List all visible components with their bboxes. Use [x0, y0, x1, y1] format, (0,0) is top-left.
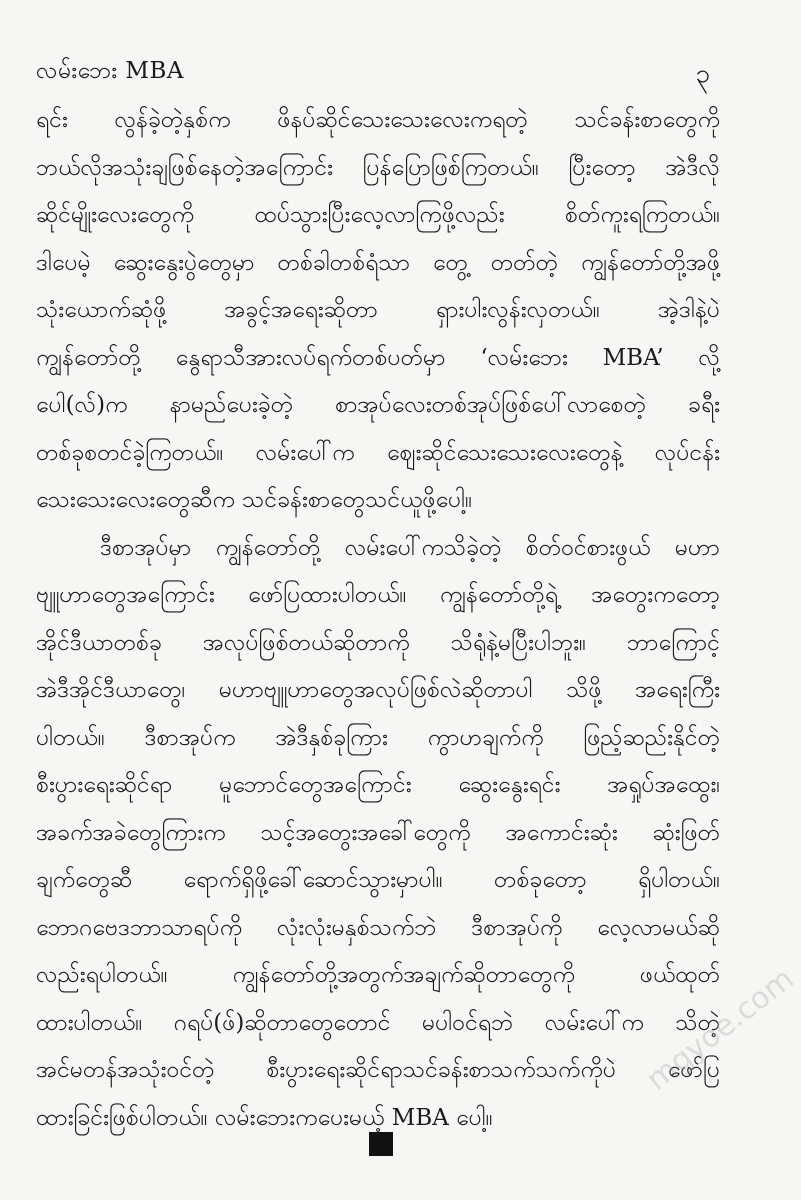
text-line: ဘယ်လိုအသုံးချဖြစ်နေတဲ့အကြောင်း ပြန်ပြောဖြစ်ကြတယ်။ ပြီးတော့ အဲဒီလို: [36, 154, 720, 181]
text-line: ထားပါတယ်။ ဂရပ်(ဖ်)ဆိုတာတွေတောင် မပါဝင်ရဘဲ လမ်းပေါ်က သိတဲ့: [36, 1009, 720, 1036]
text-line: တစ်ခုစတင်ခဲ့ကြတယ်။ လမ်းပေါ်က ဈေးဆိုင်သေးသေးလေးတွေနဲ့ လုပ်ငန်း: [36, 439, 720, 466]
end-of-chapter-square-icon: [369, 1132, 393, 1156]
text-line: သေးသေးလေးတွေဆီက သင်ခန်းစာတွေသင်ယူဖို့ပေါ့။: [36, 487, 473, 513]
paragraph-2: [36, 528, 720, 1146]
text-line: အဲဒီအိုင်ဒီယာတွေ၊ မဟာဗျူဟာတွေအလုပ်ဖြစ်လဲဆိုတာပါ သိဖို့ အရေးကြီး: [36, 677, 720, 703]
text-line: သုံးယောက်ဆုံဖို့ အခွင့်အရေးဆိုတာ ရှားပါးလွန်းလှတယ်။ အဲ့ဒါနဲ့ပဲ: [36, 297, 720, 323]
body-text: [36, 100, 720, 1145]
text-line: ကျွန်တော်တို့ နွေရာသီအားလပ်ရက်တစ်ပတ်မှာ ‘လမ်းဘေး MBA’ လို့: [36, 344, 720, 371]
text-line: ပါတယ်။ ဒီစာအုပ်က အဲဒီနှစ်ခုကြား ကွာဟချက်ကို ဖြည့်ဆည်းနိုင်တဲ့: [36, 724, 720, 751]
text-line: ချက်တွေဆီ ရောက်ရှိဖို့ခေါ်ဆောင်သွားမှာပါ။ တစ်ခုတော့ ရှိပါတယ်။: [36, 867, 720, 893]
watermark: mgyoe.com: [640, 961, 801, 1098]
text-line: အင်မတန်အသုံးဝင်တဲ့ စီးပွားရေးဆိုင်ရာသင်ခန်းစာသက်သက်ကိုပဲ ဖော်ပြ: [36, 1057, 720, 1083]
running-head: [36, 56, 714, 96]
text-line: ဒီစာအုပ်မှာ ကျွန်တော်တို့ လမ်းပေါ်ကသိခဲ့တဲ့ စိတ်ဝင်စားဖွယ် မဟာ: [100, 534, 720, 561]
text-line: လည်းရပါတယ်။ ကျွန်တော်တို့အတွက်အချက်ဆိုတာတွေကို ဖယ်ထုတ်: [36, 962, 720, 988]
text-line: ပေါ(လ်)က နာမည်ပေးခဲ့တဲ့ စာအုပ်လေးတစ်အုပ်ဖြစ်ပေါ်လာစေတဲ့ ခရီး: [36, 392, 720, 418]
text-line: စီးပွားရေးဆိုင်ရာ မူဘောင်တွေအကြောင်း ဆွေးနွေးရင်း အရှုပ်အထွေး၊: [36, 772, 720, 798]
paragraph-1: [36, 100, 720, 528]
text-line: ထားခြင်းဖြစ်ပါတယ်။ လမ်းဘေးကပေးမယ့် MBA ပေါ့။: [36, 1104, 493, 1131]
text-line: ရင်း လွန်ခဲ့တဲ့နှစ်က ဖိနပ်ဆိုင်သေးသေးလေးကရတဲ့ သင်ခန်းစာတွေကို: [36, 107, 720, 133]
text-line: အိုင်ဒီယာတစ်ခု အလုပ်ဖြစ်တယ်ဆိုတာကို သိရုံနဲ့မပြီးပါဘူး။ ဘာကြောင့်: [36, 629, 720, 656]
text-line: ဘောဂဗေဒဘာသာရပ်ကို လုံးလုံးမနှစ်သက်ဘဲ ဒီစာအုပ်ကို လေ့လာမယ်ဆို: [36, 914, 720, 941]
running-head-title: လမ်းဘေး MBA: [36, 58, 184, 84]
text-line: ဒါပေမဲ့ ဆွေးနွေးပွဲတွေမှာ တစ်ခါတစ်ရံသာ တွေ့ တတ်တဲ့ ကျွန်တော်တို့အဖို့: [36, 249, 720, 276]
text-line: ဗျူဟာတွေအကြောင်း ဖော်ပြထားပါတယ်။ ကျွန်တော်တို့ရဲ့ အတွေးကတော့: [36, 582, 720, 608]
page-number: ၃: [695, 59, 710, 89]
text-line: အခက်အခဲတွေကြားက သင့်အတွေးအခေါ်တွေကို အကောင်းဆုံး ဆုံးဖြတ်: [36, 819, 720, 846]
text-line: ဆိုင်မျိုးလေးတွေကို ထပ်သွားပြီးလေ့လာကြဖို့လည်း စိတ်ကူးရကြတယ်။: [36, 202, 720, 228]
